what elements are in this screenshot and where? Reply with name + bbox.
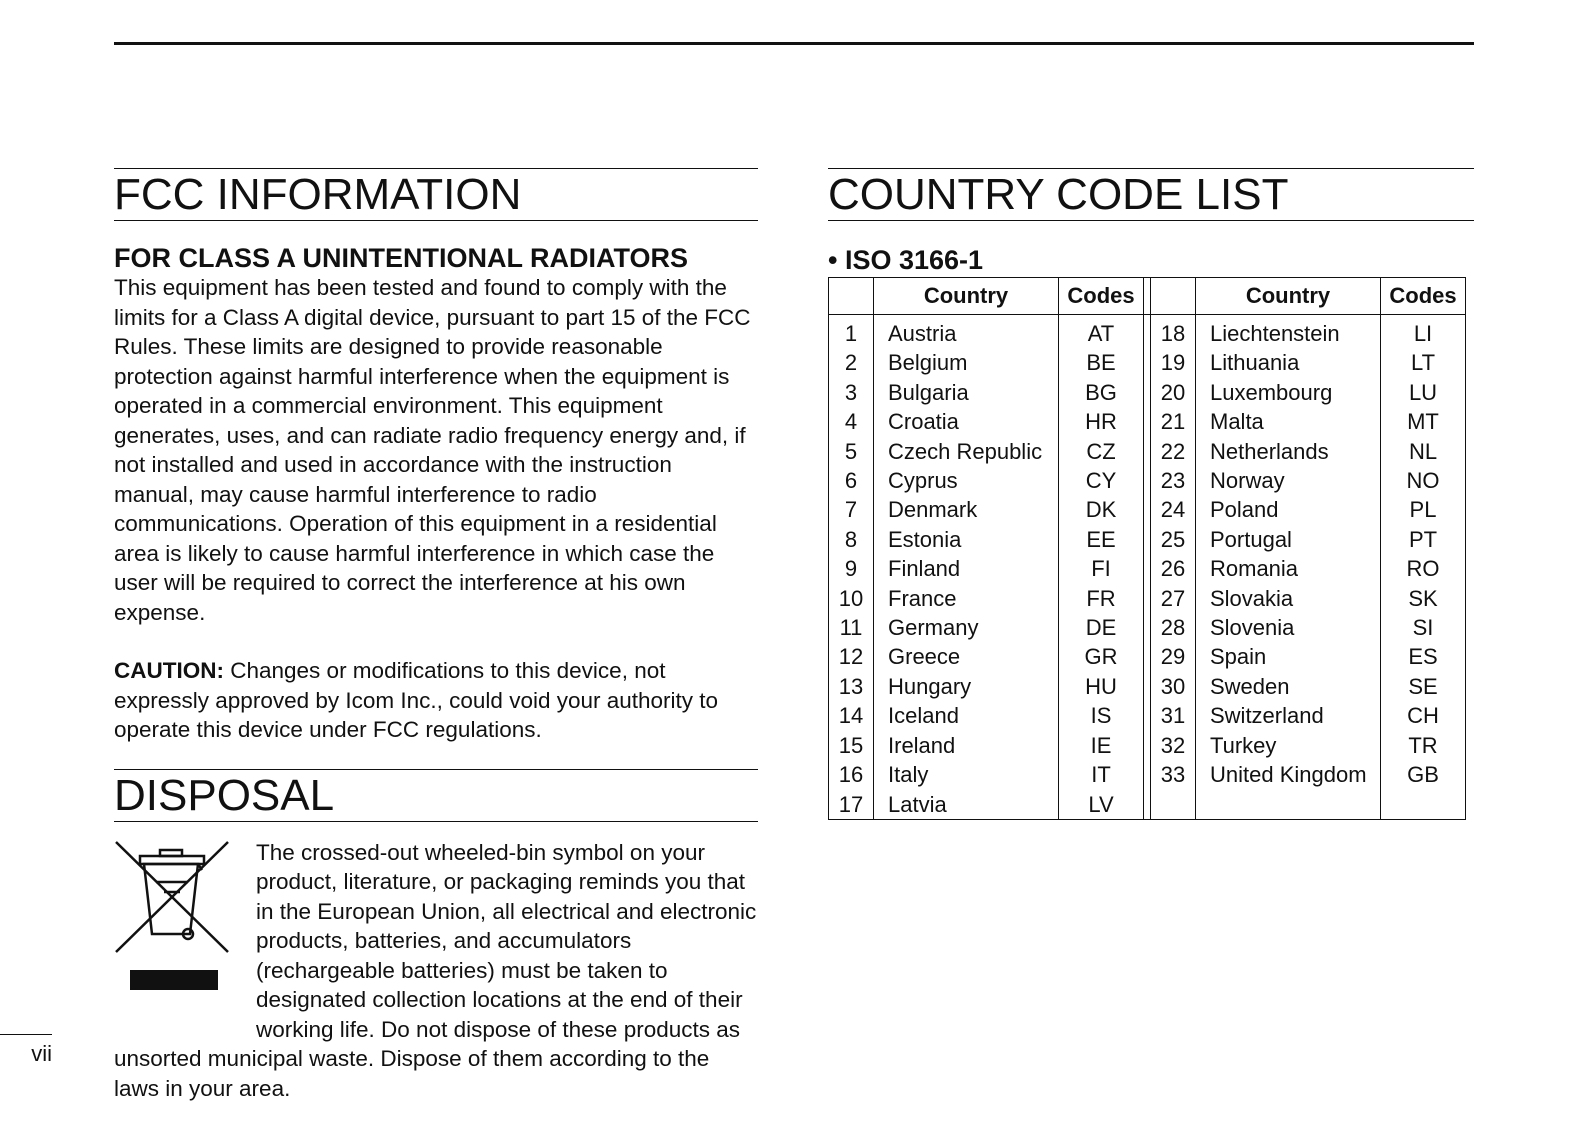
row-number: 6 [829,466,874,495]
row-number: 21 [1151,407,1196,436]
row-country: Switzerland [1196,701,1381,730]
row-number [1151,790,1196,820]
row-country: Belgium [874,348,1059,377]
row-country: Austria [874,315,1059,349]
row-number: 1 [829,315,874,349]
disposal-title: DISPOSAL [114,769,758,822]
row-number: 8 [829,525,874,554]
row-number: 27 [1151,584,1196,613]
column-gap [1144,613,1151,642]
table-row [829,525,1466,554]
row-number: 24 [1151,495,1196,524]
row-country: Hungary [874,672,1059,701]
row-country: Estonia [874,525,1059,554]
row-country: Slovenia [1196,613,1381,642]
table-row [829,407,1466,436]
row-number: 10 [829,584,874,613]
row-code: BG [1059,378,1144,407]
row-code: CZ [1059,437,1144,466]
row-code: LV [1059,790,1144,820]
row-number: 23 [1151,466,1196,495]
row-code: DE [1059,613,1144,642]
row-code: IE [1059,731,1144,760]
row-number: 11 [829,613,874,642]
row-number: 22 [1151,437,1196,466]
row-country: Denmark [874,495,1059,524]
iso-standard-label: • ISO 3166-1 [828,245,984,275]
table-row [829,554,1466,583]
page-number: vii [0,1034,52,1067]
right-column [828,168,1474,820]
column-gap [1144,790,1151,820]
row-country: Slovakia [1196,584,1381,613]
row-code: IT [1059,760,1144,789]
header-codes-left: Codes [1059,278,1144,315]
column-gap [1144,348,1151,377]
header-country-right: Country [1196,278,1381,315]
caution-paragraph [114,656,758,745]
row-number: 30 [1151,672,1196,701]
row-code: CY [1059,466,1144,495]
row-country: Spain [1196,642,1381,671]
row-code: FR [1059,584,1144,613]
row-code: HR [1059,407,1144,436]
row-country: Malta [1196,407,1381,436]
table-row [829,672,1466,701]
row-number: 16 [829,760,874,789]
row-number: 31 [1151,701,1196,730]
row-code: GB [1381,760,1466,789]
crossed-out-wheeled-bin-icon [114,838,254,1022]
row-code: LT [1381,348,1466,377]
row-code: NL [1381,437,1466,466]
row-code: NO [1381,466,1466,495]
row-country: Romania [1196,554,1381,583]
table-row [829,348,1466,377]
table-row [829,315,1466,349]
column-gap [1144,437,1151,466]
row-code: AT [1059,315,1144,349]
row-code: DK [1059,495,1144,524]
row-code: SI [1381,613,1466,642]
row-code: IS [1059,701,1144,730]
table-row [829,466,1466,495]
header-num-right [1151,278,1196,315]
row-code: GR [1059,642,1144,671]
row-number: 14 [829,701,874,730]
table-row [829,701,1466,730]
row-number: 7 [829,495,874,524]
row-code: FI [1059,554,1144,583]
row-code: HU [1059,672,1144,701]
table-row [829,584,1466,613]
row-code: SK [1381,584,1466,613]
column-gap [1144,701,1151,730]
row-code: ES [1381,642,1466,671]
table-row [829,495,1466,524]
row-country: Norway [1196,466,1381,495]
column-gap [1144,315,1151,349]
row-number: 2 [829,348,874,377]
fcc-title: FCC INFORMATION [114,168,758,221]
table-row [829,437,1466,466]
country-list-title: COUNTRY CODE LIST [828,168,1474,221]
row-country: Bulgaria [874,378,1059,407]
table-row [829,642,1466,671]
row-country: France [874,584,1059,613]
row-number: 26 [1151,554,1196,583]
row-country: Germany [874,613,1059,642]
row-number: 12 [829,642,874,671]
row-country: Latvia [874,790,1059,820]
row-number: 3 [829,378,874,407]
row-number: 28 [1151,613,1196,642]
row-number: 33 [1151,760,1196,789]
row-country: Iceland [874,701,1059,730]
row-country: United Kingdom [1196,760,1381,789]
row-country: Greece [874,642,1059,671]
row-country: Cyprus [874,466,1059,495]
row-country: Poland [1196,495,1381,524]
row-code: BE [1059,348,1144,377]
left-column [114,168,758,1103]
table-row [829,378,1466,407]
row-country: Sweden [1196,672,1381,701]
row-country: Turkey [1196,731,1381,760]
fcc-subhead: FOR CLASS A UNINTENTIONAL RADIATORS [114,243,689,273]
column-gap [1144,378,1151,407]
row-code: PT [1381,525,1466,554]
row-number: 32 [1151,731,1196,760]
row-number: 17 [829,790,874,820]
table-row [829,613,1466,642]
fcc-body: This equipment has been tested and found to comply with the limits for a Class A digital device, pursuant to part 15 of the FCC Rules. These limits are designed to provide reasonable protection against harmful interference when the equipment is operated in a commercial environment. This equipment generates, uses, and can radiate radio frequency energy and, if not installed and used in accordance with the instruction manual, may cause harmful interference to radio communications. Operation of this equipment in a residential area is likely to cause harmful interference in which case the user will be required to correct the interference at his own expense. [114,275,751,625]
top-rule [114,42,1474,45]
row-number: 15 [829,731,874,760]
disposal-block [114,838,758,1104]
column-gap [1144,731,1151,760]
caution-text: Changes or modifications to this device, not expressly approved by Icom Inc., could void your authority to operate this device under FCC regulations. [114,658,719,742]
row-country: Finland [874,554,1059,583]
country-table-body [829,315,1466,820]
row-number: 29 [1151,642,1196,671]
table-row [829,760,1466,789]
row-country: Liechtenstein [1196,315,1381,349]
column-gap [1144,760,1151,789]
column-gap [1144,466,1151,495]
header-codes-right: Codes [1381,278,1466,315]
row-code: TR [1381,731,1466,760]
row-code: SE [1381,672,1466,701]
row-number: 18 [1151,315,1196,349]
row-code: LU [1381,378,1466,407]
column-gap [1144,554,1151,583]
column-gap [1144,407,1151,436]
row-country: Portugal [1196,525,1381,554]
table-row [829,790,1466,820]
disposal-body: The crossed-out wheeled-bin symbol on your product, literature, or packaging reminds you that in the European Union, all electrical and electronic products, batteries, and accumulators (rechargeable batteries) must be taken to designated collection locations at the end of their working life. Do not dispose of these products as unsorted municipal waste. Dispose of them according to the laws in your area. [114,839,757,1101]
row-country: Netherlands [1196,437,1381,466]
row-code: RO [1381,554,1466,583]
table-header-row [829,278,1466,315]
table-row [829,731,1466,760]
column-gap [1144,495,1151,524]
row-code: CH [1381,701,1466,730]
header-gap [1144,278,1151,315]
row-country: Ireland [874,731,1059,760]
row-country [1196,790,1381,820]
row-number: 9 [829,554,874,583]
column-gap [1144,642,1151,671]
row-country: Lithuania [1196,348,1381,377]
row-number: 4 [829,407,874,436]
row-country: Czech Republic [874,437,1059,466]
row-code: EE [1059,525,1144,554]
caution-label: CAUTION: [114,658,224,683]
column-gap [1144,672,1151,701]
row-number: 25 [1151,525,1196,554]
row-code: MT [1381,407,1466,436]
country-code-table [828,277,1466,820]
row-number: 19 [1151,348,1196,377]
row-country: Italy [874,760,1059,789]
header-num-left [829,278,874,315]
row-code [1381,790,1466,820]
row-code: LI [1381,315,1466,349]
row-code: PL [1381,495,1466,524]
row-country: Croatia [874,407,1059,436]
header-country-left: Country [874,278,1059,315]
row-country: Luxembourg [1196,378,1381,407]
row-number: 13 [829,672,874,701]
row-number: 20 [1151,378,1196,407]
row-number: 5 [829,437,874,466]
bin-underline-bar [130,970,218,990]
column-gap [1144,584,1151,613]
column-gap [1144,525,1151,554]
